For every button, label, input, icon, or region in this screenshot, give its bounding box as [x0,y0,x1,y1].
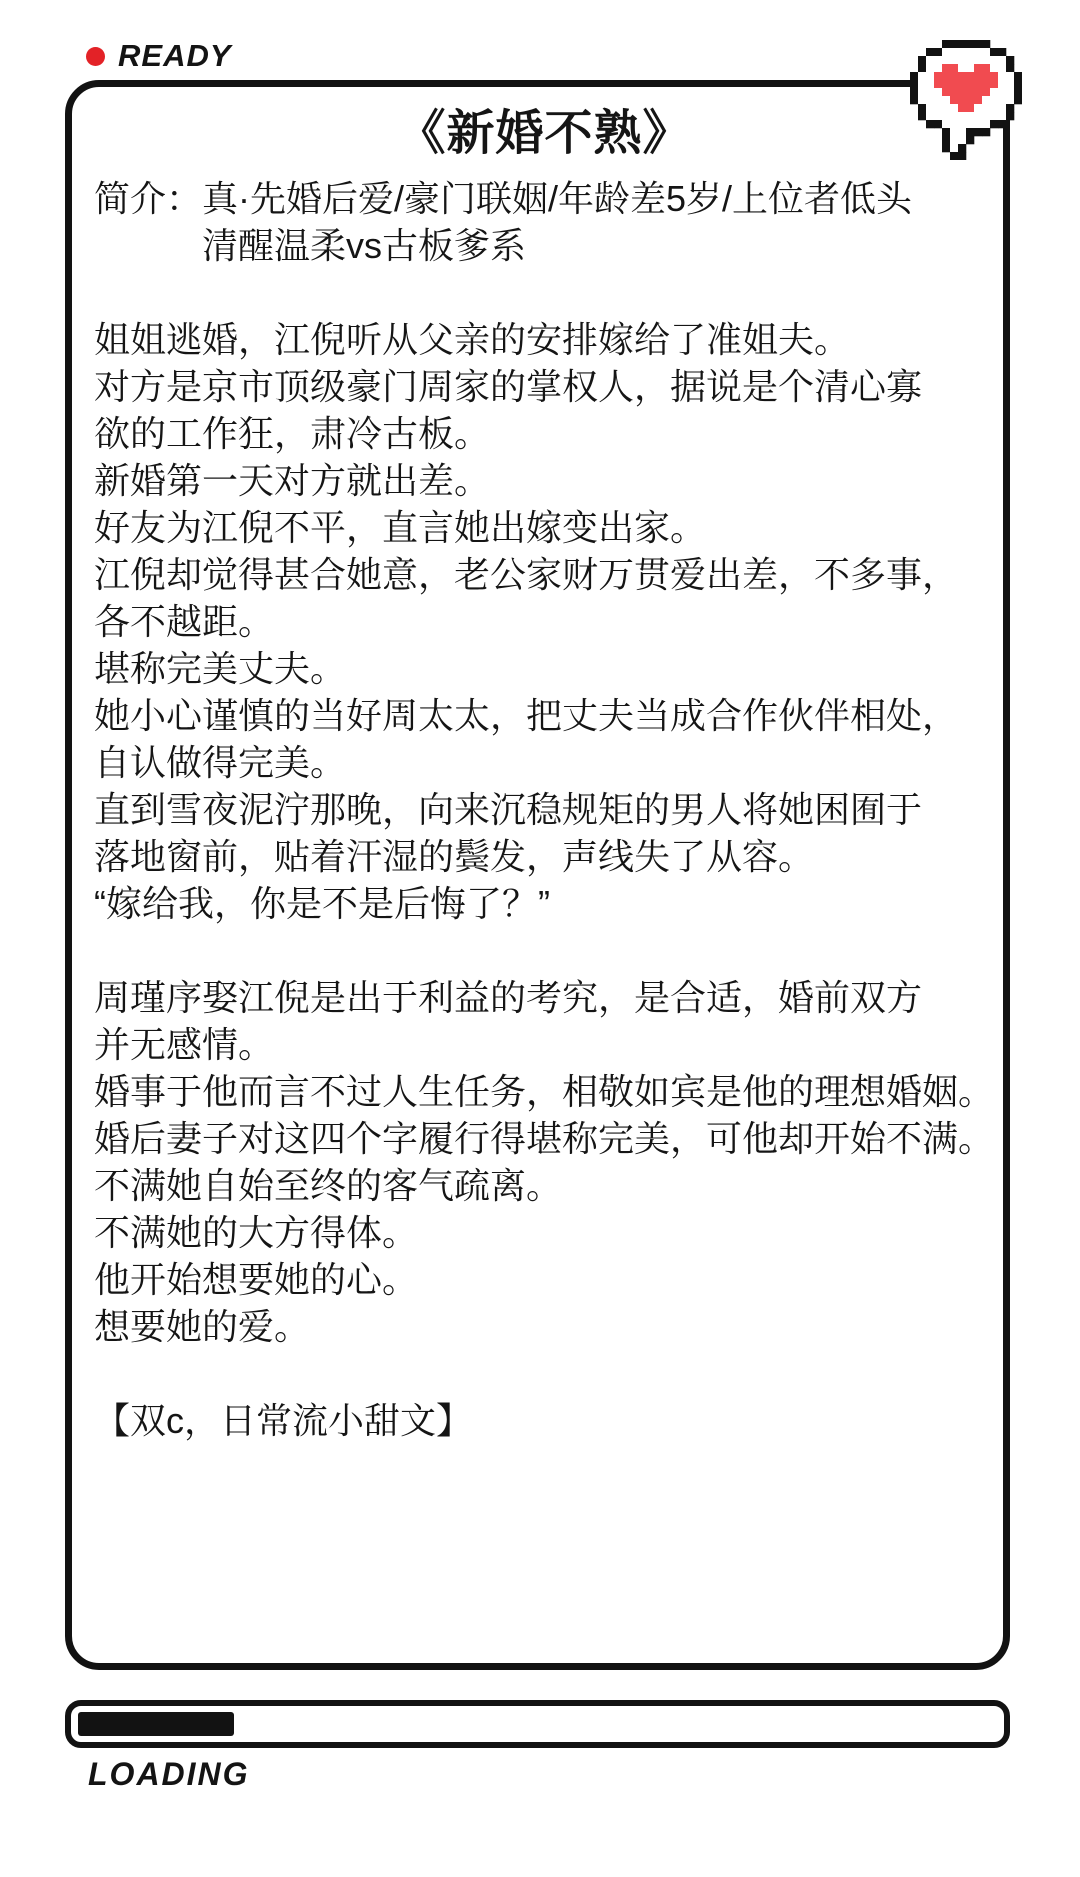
text-line: 婚事于他而言不过人生任务，相敬如宾是他的理想婚姻。 [94,1071,995,1112]
text-line: 真·先婚后爱/豪门联姻/年龄差5岁/上位者低头 [202,178,913,219]
ready-label: READY [118,38,232,73]
text-line [94,1350,995,1397]
text-line: 【双c，日常流小甜文】 [94,1400,473,1441]
text-line: “嫁给我，你是不是后悔了？” [94,883,550,924]
page-title: 《新婚不熟》 [397,107,692,160]
intro-block [94,175,995,269]
text-line: 江倪却觉得甚合她意，老公家财万贯爱出差，不多事， [94,554,959,595]
story-card [65,80,1010,1670]
text-line: 堪称完美丈夫。 [94,648,347,689]
text-line: 清醒温柔vs古板爹系 [202,225,527,266]
loading-progress [78,1712,234,1736]
text-line: 新婚第一天对方就出差。 [94,460,491,501]
text-line: 欲的工作狂，肃冷古板。 [94,413,491,454]
loading-bar [65,1700,1010,1748]
text-line: 落地窗前，贴着汗湿的鬓发，声线失了从容。 [94,836,815,877]
story-body [94,316,995,1444]
text-line: 自认做得完美。 [94,742,347,783]
text-line: 婚后妻子对这四个字履行得堪称完美，可他却开始不满。 [94,1118,995,1159]
text-line: 直到雪夜泥泞那晚，向来沉稳规矩的男人将她困囿于 [94,789,923,830]
text-line: 好友为江倪不平，直言她出嫁变出家。 [94,507,707,548]
text-line: 他开始想要她的心。 [94,1259,419,1300]
intro-lines [202,175,912,269]
red-dot-icon [86,47,105,66]
text-line: 不满她自始至终的客气疏离。 [94,1165,563,1206]
text-line [94,927,995,974]
text-line: 不满她的大方得体。 [94,1212,419,1253]
text-line: 对方是京市顶级豪门周家的掌权人，据说是个清心寡 [94,366,923,407]
text-line: 周瑾序娶江倪是出于利益的考究，是合适，婚前双方 [94,977,923,1018]
text-line: 她小心谨慎的当好周太太，把丈夫当成合作伙伴相处， [94,695,959,736]
text-line: 各不越距。 [94,601,275,642]
heart-bubble-icon [910,40,1022,160]
text-line: 并无感情。 [94,1024,275,1065]
intro-label: 简介： [94,178,203,219]
text-line: 姐姐逃婚，江倪听从父亲的安排嫁给了准姐夫。 [94,319,851,360]
text-line: 想要她的爱。 [94,1306,311,1347]
status-ready [86,38,232,74]
loading-label: LOADING [88,1756,250,1792]
